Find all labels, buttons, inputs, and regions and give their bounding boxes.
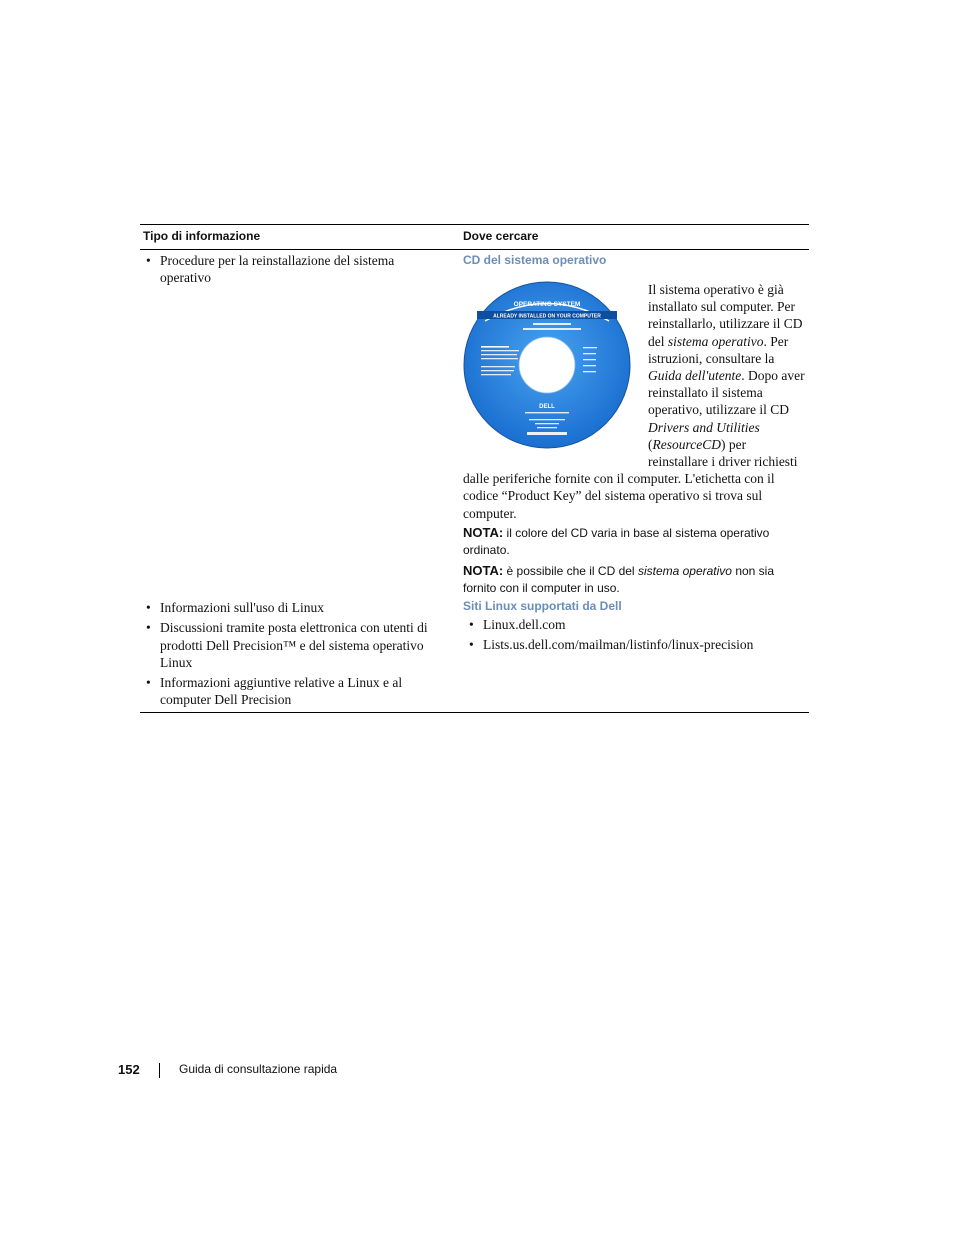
- row2-left: [140, 599, 440, 712]
- page-number: 152: [118, 1062, 140, 1077]
- os-cd-disc: [463, 281, 631, 449]
- desc-italic: sistema operativo: [667, 333, 764, 349]
- list-item: • Procedure per la reinstallazione del sistema operativo: [140, 252, 440, 287]
- header-col-where: Dove cercare: [463, 229, 539, 243]
- cd-label-subtitle: ALREADY INSTALLED ON YOUR COMPUTER: [493, 313, 601, 320]
- list-item: • Informazioni sull'uso di Linux: [140, 599, 440, 616]
- dell-logo-icon: DELL: [539, 404, 555, 410]
- linux-site-link: • Linux.dell.com: [463, 616, 809, 633]
- footer-divider: [159, 1063, 160, 1078]
- note-text: è possibile che il CD del: [503, 563, 638, 578]
- table-header: [140, 225, 809, 249]
- list-item: • Discussioni tramite posta elettronica con utenti di prodotti Dell Precision™ e del sistema operativo Linux: [140, 619, 440, 671]
- note-text: il colore del CD varia in base al sistema operativo ordinato.: [463, 525, 770, 558]
- desc-text: (: [648, 436, 653, 452]
- section-title-linux-sites: Siti Linux supportati da Dell: [463, 599, 622, 613]
- row2-right: [463, 599, 809, 657]
- note-label: NOTA:: [463, 524, 504, 540]
- desc-text: ) per reinstallare i driver richiesti dalle periferiche fornite con il computer. L'etichetta con il codice “Product Key” del sistema operativo si trova sul computer.: [463, 436, 798, 521]
- cd-label-title: OPERATING SYSTEM: [513, 301, 581, 308]
- desc-text: . Dopo aver reinstallato il sistema operativo, utilizzare il CD: [648, 368, 805, 418]
- list-item: • Informazioni aggiuntive relative a Linux e al computer Dell Precision: [140, 674, 440, 709]
- note-italic: sistema operativo: [637, 563, 732, 578]
- linux-site-link: • Lists.us.dell.com/mailman/listinfo/linux-precision: [463, 636, 809, 653]
- note-cd-color: [463, 524, 809, 560]
- row1-left: [140, 252, 440, 290]
- desc-text: Il sistema operativo è già installato sul computer. Per reinstallarlo, utilizzare il CD del: [648, 282, 803, 349]
- desc-italic: Drivers and Utilities: [648, 419, 760, 435]
- table-bottom-rule: [140, 712, 809, 713]
- note-text: non sia fornito con il computer in uso.: [463, 563, 775, 596]
- info-table: [140, 224, 809, 713]
- row1-right: [463, 250, 809, 598]
- note-label: NOTA:: [463, 562, 504, 578]
- cd-image: [463, 281, 648, 459]
- desc-italic: Guida dell'utente: [648, 368, 742, 384]
- table-row: [140, 599, 809, 712]
- header-col-type: Tipo di informazione: [143, 229, 261, 243]
- section-title-os-cd: CD del sistema operativo: [463, 253, 607, 267]
- desc-text: . Per istruzioni, consultare la: [648, 333, 789, 366]
- table-row: [140, 250, 809, 599]
- note-cd-not-supplied: [463, 562, 809, 598]
- desc-italic: ResourceCD: [652, 436, 721, 452]
- footer-title: Guida di consultazione rapida: [179, 1062, 338, 1076]
